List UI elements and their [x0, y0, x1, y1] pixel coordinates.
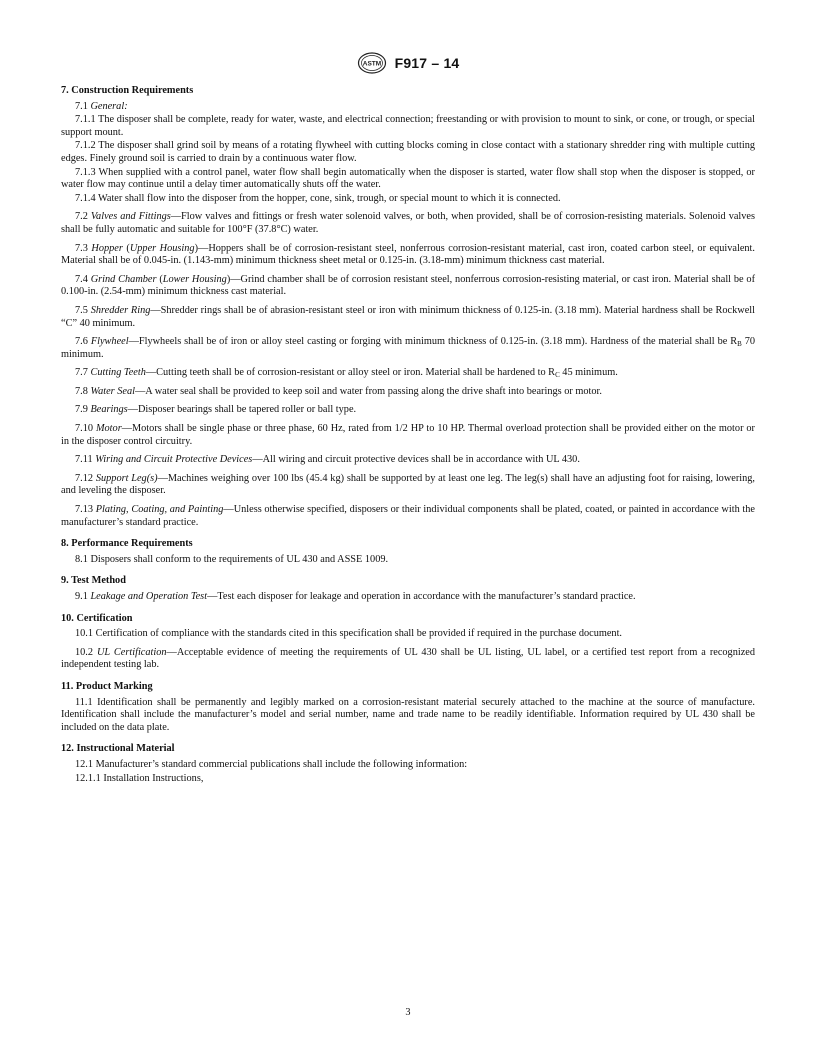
para-12-1-1: 12.1.1 Installation Instructions, [75, 772, 204, 784]
section-heading-9: 9. Test Method [61, 575, 126, 587]
para-7-2: 7.2 Valves and Fittings—Flow valves and fittings or fresh water solenoid valves, or both, when provided, shall be of corrosion-resisting materials. Solenoid valves shall be fully automatic and suitable for 100°F (37.8°C) water. [61, 211, 755, 235]
para-7-1: 7.1 General: [75, 100, 128, 112]
para-7-1-1: 7.1.1 The disposer shall be complete, ready for water, waste, and electrical connection; freestanding or with provision to mount to sink, or cone, or trough, or special support mount. [61, 114, 755, 138]
para-7-4: 7.4 Grind Chamber (Lower Housing)—Grind chamber shall be of corrosion resistant steel, nonferrous corrosion-resisting material, or cast iron. Material shall be of 0.100-in. (2.54-mm) minimum thickness cast material. [61, 273, 755, 298]
logo-text: ASTM [362, 60, 381, 68]
para-7-11: 7.11 Wiring and Circuit Protective Devices—All wiring and circuit protective devices shall be in accordance with UL 430. [75, 454, 580, 466]
para-8-1: 8.1 Disposers shall conform to the requirements of UL 430 and ASSE 1009. [75, 553, 389, 565]
section-heading-12: 12. Instructional Material [61, 743, 175, 755]
para-7-10: 7.10 Motor—Motors shall be single phase or three phase, 60 Hz, rated from 1/2 HP to 10 HP. Thermal overload protection shall be provided either on the motor or in the disposer control circuitry. [61, 423, 755, 447]
para-7-7: 7.7 Cutting Teeth—Cutting teeth shall be of corrosion-resistant or alloy steel or iron. Material shall be hardened to $R_C$ 45 minimum. [75, 367, 618, 380]
page-number: 3 [405, 1007, 411, 1018]
section-heading-7: 7. Construction Requirements [61, 85, 194, 96]
para-7-6: 7.6 Flywheel—Flywheels shall be of iron or alloy steel casting or forging with minimum thickness of 0.125-in. (3.18 mm). Hardness of the material shall be $R_B$ 70 minimum. [61, 336, 756, 360]
document-id: F917 – 14 [394, 54, 460, 71]
para-7-9: 7.9 Bearings—Disposer bearings shall be tapered roller or ball type. [75, 404, 357, 416]
para-7-1-3: 7.1.3 When supplied with a control panel, water flow shall begin automatically when the disposer is started, water flow shall stop when the disposer is stopped, or water flow may continue until a delay timer automatically shuts off the water. [61, 166, 755, 191]
para-11-1: 11.1 Identification shall be permanently and legibly marked on a corrosion-resistant material securely attached to the machine at the source of manufacture. Identification shall include the manufacturer’s model and serial number, name and trade name to be readily identifiable. Information required by UL 430 shall be included on the data plate. [61, 696, 755, 733]
section-heading-8: 8. Performance Requirements [61, 538, 193, 550]
astm-logo [357, 52, 387, 74]
para-7-3: 7.3 Hopper (Upper Housing)—Hoppers shall be of corrosion-resistant steel, nonferrous corrosion-resistant material, cast iron, coated carbon steel, or equivalent. Material shall be of 0.045-in. (1.143-mm) minimum thickness sheet metal or 0.125-in. (3.18-mm) minimum thickness cast material. [61, 242, 755, 267]
para-7-8: 7.8 Water Seal—A water seal shall be provided to keep soil and water from passing along the drive shaft into bearings or motor. [75, 385, 602, 397]
section-heading-11: 11. Product Marking [61, 680, 153, 692]
para-7-12: 7.12 Support Leg(s)—Machines weighing over 100 lbs (45.4 kg) shall be supported by at least one leg. The leg(s) shall have an adjusting foot for raising, lowering, and leveling the disposer. [61, 472, 755, 497]
para-7-13: 7.13 Plating, Coating, and Painting—Unless otherwise specified, disposers or their individual components shall be plated, coated, or painted in accordance with the manufacturer’s standard practice. [61, 504, 755, 528]
para-10-1: 10.1 Certification of compliance with the standards cited in this specification shall be provided if required in the purchase document. [75, 628, 623, 640]
page-content [61, 85, 755, 786]
para-10-2: 10.2 UL Certification—Acceptable evidence of meeting the requirements of UL 430 shall be UL listing, UL label, or a certified test report from a recognized independent testing lab. [61, 646, 755, 671]
para-9-1: 9.1 Leakage and Operation Test—Test each disposer for leakage and operation in accordance with the manufacturer’s standard practice. [75, 591, 636, 602]
page-header [0, 52, 816, 74]
para-7-1-2: 7.1.2 The disposer shall grind soil by means of a rotating flywheel with cutting blocks coming in close contact with a stationary shredder ring with multiple cutting edges. Finely ground soil is carried to drain by a continuous water flow. [61, 140, 755, 164]
para-7-1-4: 7.1.4 Water shall flow into the disposer from the hopper, cone, sink, trough, or special mount to which it is connected. [75, 192, 561, 204]
section-heading-10: 10. Certification [61, 612, 133, 624]
para-12-1: 12.1 Manufacturer’s standard commercial publications shall include the following information: [75, 758, 468, 770]
para-7-5: 7.5 Shredder Ring—Shredder rings shall be of abrasion-resistant steel or iron with minimum thickness of 0.125-in. (3.18 mm). Material hardness shall be Rockwell “C” 40 minimum. [61, 304, 756, 329]
